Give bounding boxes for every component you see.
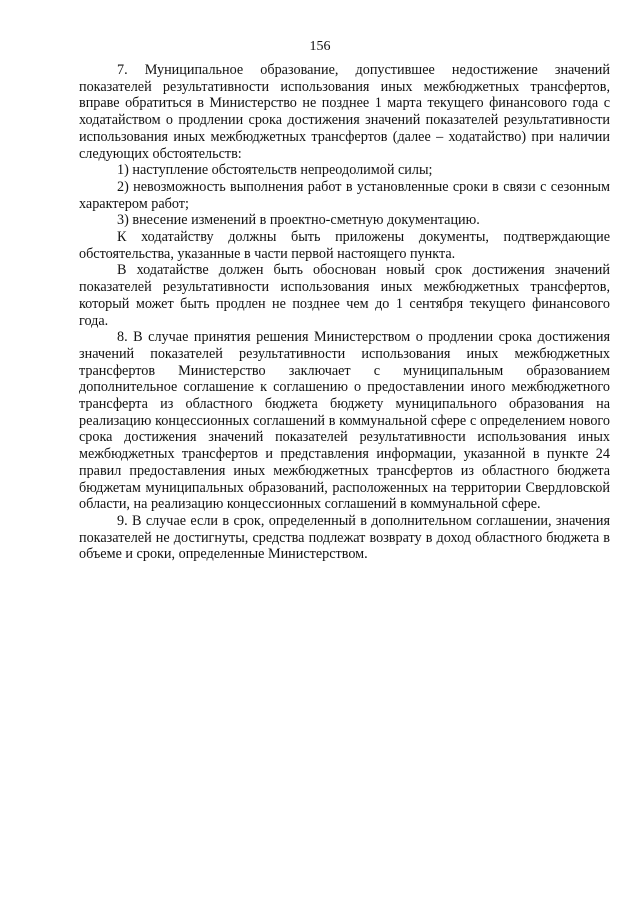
paragraph-9: 9. В случае если в срок, определенный в дополнительном соглашении, значения показателей не достигнуты, средства подлежат возврату в доход областного бюджета в объеме и сроки, определенные Министерством.: [79, 512, 610, 563]
page-number: 156: [309, 39, 331, 54]
paragraph-8: 8. В случае принятия решения Министерством о продлении срока достижения значений показателей результативности использования иных межбюджетных трансфертов Министерство заключает с муниципальным образованием дополнительное соглашение к соглашению о предоставлении иного межбюджетного трансферта из областного бюджета бюджету муниципального образования на реализацию концессионных соглашений в коммунальной сфере с определением нового срока достижения значений показателей результативности использования иных межбюджетных трансфертов и представления информации, указанной в пункте 24 правил предоставления иных межбюджетных трансфертов из областного бюджета бюджетам муниципальных образований, расположенных на территории Свердловской области, на реализацию концессионных соглашений в коммунальной сфере.: [79, 329, 610, 513]
list-item-3: 3) внесение изменений в проектно-сметную документацию.: [117, 212, 480, 229]
paragraph-7: 7. Муниципальное образование, допустившее недостижение значений показателей результативности использования иных межбюджетных трансфертов, вправе обратиться в Министерство не позднее 1 марта текущего финансового года с ходатайством о продлении срока достижения значений показателей результативности использования иных межбюджетных трансфертов (далее – ходатайство) при наличии следующих обстоятельств:: [79, 62, 610, 162]
document-body: [79, 62, 610, 563]
list-item-1: 1) наступление обстоятельств непреодолимой силы;: [117, 162, 433, 179]
list-item-2: 2) невозможность выполнения работ в установленные сроки в связи с сезонным характером работ;: [79, 178, 610, 212]
paragraph-new-deadline: В ходатайстве должен быть обоснован новый срок достижения значений показателей результативности использования иных межбюджетных трансфертов, который может быть продлен не позднее чем до 1 сентября текущего финансового года.: [79, 262, 610, 329]
paragraph-attachments: К ходатайству должны быть приложены документы, подтверждающие обстоятельства, указанные в части первой настоящего пункта.: [79, 229, 610, 262]
